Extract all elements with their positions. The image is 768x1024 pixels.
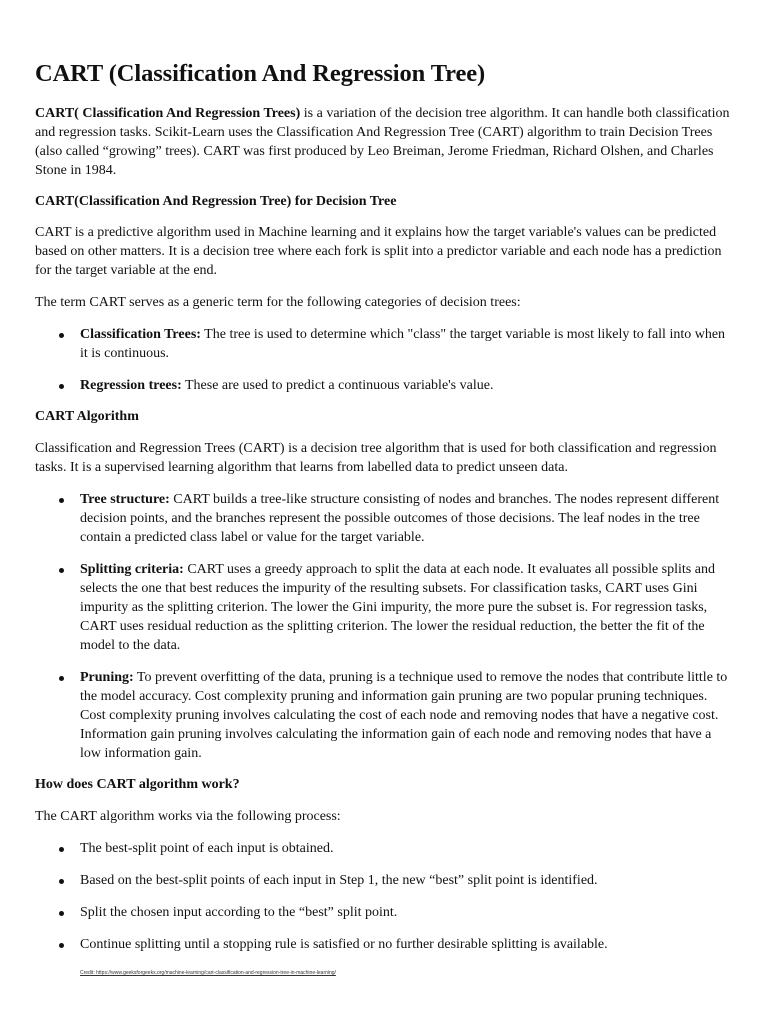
intro-text: is a variation of the decision tree algorithm. It can handle both classification and regression tasks. Scikit-Learn uses the Classification And Regression Tree (CART) algorithm to train Decision Trees (also called “growing” trees). CART was first produced by Leo Breiman, Jerome Friedman, Richard Olshen, and Charles Stone in 1984.	[35, 106, 730, 178]
list-item: Continue splitting until a stopping rule is satisfied or no further desirable splitting is available.	[35, 935, 734, 954]
list-item: Based on the best-split points of each input in Step 1, the new “best” split point is identified.	[35, 871, 734, 890]
list-item-term: Tree structure:	[80, 492, 170, 507]
intro-paragraph	[35, 104, 734, 180]
list-item: Split the chosen input according to the “best” split point.	[35, 903, 734, 922]
intro-bold-term: CART( Classification And Regression Trees)	[35, 106, 301, 121]
credit-link[interactable]: Credit: https://www.geeksforgeeks.org/machine-learning/cart-classification-and-regression-tree-in-machine-learning/	[80, 970, 336, 976]
list-item-term: Classification Trees:	[80, 327, 201, 342]
cart-algorithm-list	[35, 490, 734, 763]
decision-tree-types-list	[35, 325, 734, 395]
list-item	[35, 325, 734, 363]
section-heading-how-cart-works: How does CART algorithm work?	[35, 777, 240, 792]
section-heading-cart-algorithm: CART Algorithm	[35, 409, 139, 424]
list-item: The best-split point of each input is obtained.	[35, 839, 734, 858]
section3-paragraph: The CART algorithm works via the following process:	[35, 809, 341, 824]
section2-paragraph: Classification and Regression Trees (CART) is a decision tree algorithm that is used for both classification and regression tasks. It is a supervised learning algorithm that learns from labelled data to predict unseen data.	[35, 441, 717, 475]
list-item-term: Pruning:	[80, 670, 134, 685]
list-item-text: To prevent overfitting of the data, pruning is a technique used to remove the nodes that contribute little to the model accuracy. Cost complexity pruning and information gain pruning are two popular pruning techniques. Cost complexity pruning involves calculating the cost of each node and removing nodes that have a negative cost. Information gain pruning involves calculating the information gain of each node and removing nodes that have a low information gain.	[80, 670, 728, 761]
section1-paragraph-1: CART is a predictive algorithm used in Machine learning and it explains how the target variable's values can be predicted based on other matters. It is a decision tree where each fork is split into a predictor variable and each node has a prediction for the target variable at the end.	[35, 225, 722, 278]
list-item-text: These are used to predict a continuous variable's value.	[181, 378, 494, 393]
list-item-text: The tree is used to determine which "class" the target variable is most likely to fall into when it is continuous.	[80, 327, 726, 361]
list-item	[35, 560, 734, 655]
list-item	[35, 490, 734, 547]
list-item	[35, 376, 734, 395]
cart-process-list	[35, 839, 734, 954]
page-title: CART (Classification And Regression Tree)	[35, 60, 486, 87]
section-heading-cart-decision-tree: CART(Classification And Regression Tree) for Decision Tree	[35, 194, 397, 209]
list-item-term: Regression trees:	[80, 378, 182, 393]
list-item-text: CART uses a greedy approach to split the data at each node. It evaluates all possible splits and selects the one that best reduces the impurity of the resulting subsets. For classification tasks, CART uses Gini impurity as the splitting criterion. The lower the Gini impurity, the more pure the subset is. For regression tasks, CART uses residual reduction as the splitting criterion. The lower the residual reduction, the better the fit of the model to the data.	[80, 562, 715, 653]
section1-paragraph-2: The term CART serves as a generic term for the following categories of decision trees:	[35, 295, 521, 310]
list-item-term: Splitting criteria:	[80, 562, 184, 577]
list-item	[35, 668, 734, 763]
list-item-text: CART builds a tree-like structure consisting of nodes and branches. The nodes represent different decision points, and the branches represent the possible outcomes of those decisions. The leaf nodes in the tree contain a predicted class label or value for the target variable.	[80, 492, 720, 545]
